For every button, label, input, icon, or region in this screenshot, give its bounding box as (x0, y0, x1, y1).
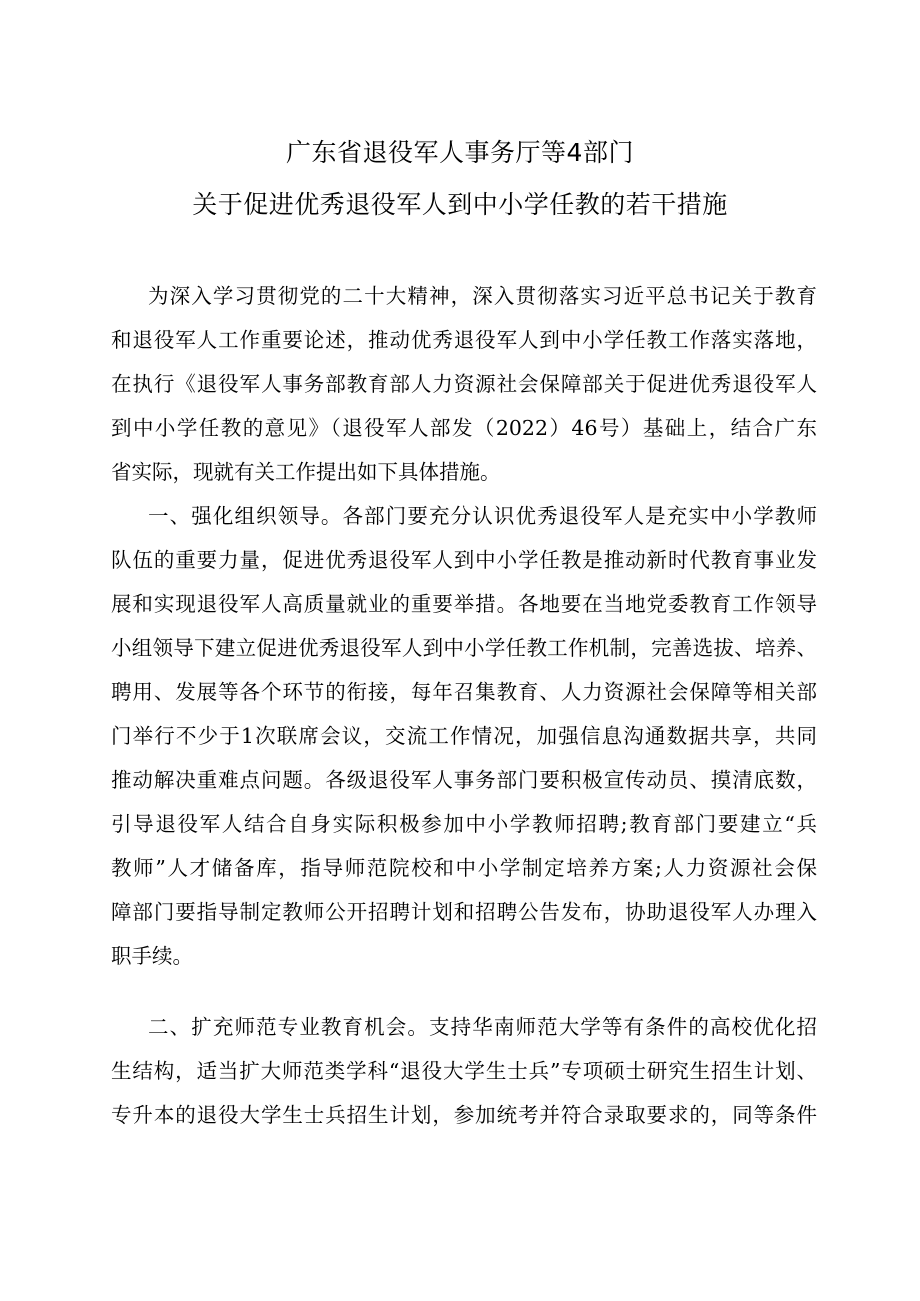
paragraph-line: 障部门要指导制定教师公开招聘计划和招聘公告发布，协助退役军人办理入 (111, 900, 817, 924)
paragraph-line: 展和实现退役军人高质量就业的重要举措。各地要在当地党委教育工作领导 (111, 592, 817, 616)
paragraph-line: 职手续。 (111, 944, 193, 968)
paragraph-line: 一、强化组织领导。各部门要充分认识优秀退役军人是充实中小学教师 (148, 504, 817, 528)
document-title-line-1: 广东省退役军人事务厅等4部门 (286, 138, 634, 167)
paragraph-line: 和退役军人工作重要论述，推动优秀退役军人到中小学任教工作落实落地， (111, 328, 817, 352)
paragraph-line: 生结构，适当扩大师范类学科“退役大学生士兵”专项硕士研究生招生计划、 (111, 1059, 817, 1083)
paragraph-line: 门举行不少于1次联席会议，交流工作情况，加强信息沟通数据共享，共同 (111, 724, 817, 748)
paragraph-line: 在执行《退役军人事务部教育部人力资源社会保障部关于促进优秀退役军人 (111, 372, 817, 396)
paragraph-line: 推动解决重难点问题。各级退役军人事务部门要积极宣传动员、摸清底数， (111, 768, 817, 792)
paragraph-line: 小组领导下建立促进优秀退役军人到中小学任教工作机制，完善选拔、培养、 (111, 636, 817, 660)
paragraph-line: 聘用、发展等各个环节的衔接，每年召集教育、人力资源社会保障等相关部 (111, 680, 817, 704)
paragraph-line: 专升本的退役大学生士兵招生计划，参加统考并符合录取要求的，同等条件 (111, 1103, 817, 1127)
paragraph-line: 引导退役军人结合自身实际积极参加中小学教师招聘;教育部门要建立“兵 (111, 812, 817, 836)
paragraph-line: 为深入学习贯彻党的二十大精神，深入贯彻落实习近平总书记关于教育 (148, 284, 817, 308)
paragraph-line: 到中小学任教的意见》（退役军人部发（2022）46号）基础上，结合广东 (111, 416, 817, 440)
paragraph-line: 二、扩充师范专业教育机会。支持华南师范大学等有条件的高校优化招 (148, 1015, 817, 1039)
document-title-line-2: 关于促进优秀退役军人到中小学任教的若干措施 (192, 190, 728, 219)
paragraph-line: 省实际，现就有关工作提出如下具体措施。 (111, 460, 501, 484)
paragraph-line: 教师”人才储备库，指导师范院校和中小学制定培养方案;人力资源社会保 (111, 856, 817, 880)
paragraph-line: 队伍的重要力量，促进优秀退役军人到中小学任教是推动新时代教育事业发 (111, 548, 817, 572)
